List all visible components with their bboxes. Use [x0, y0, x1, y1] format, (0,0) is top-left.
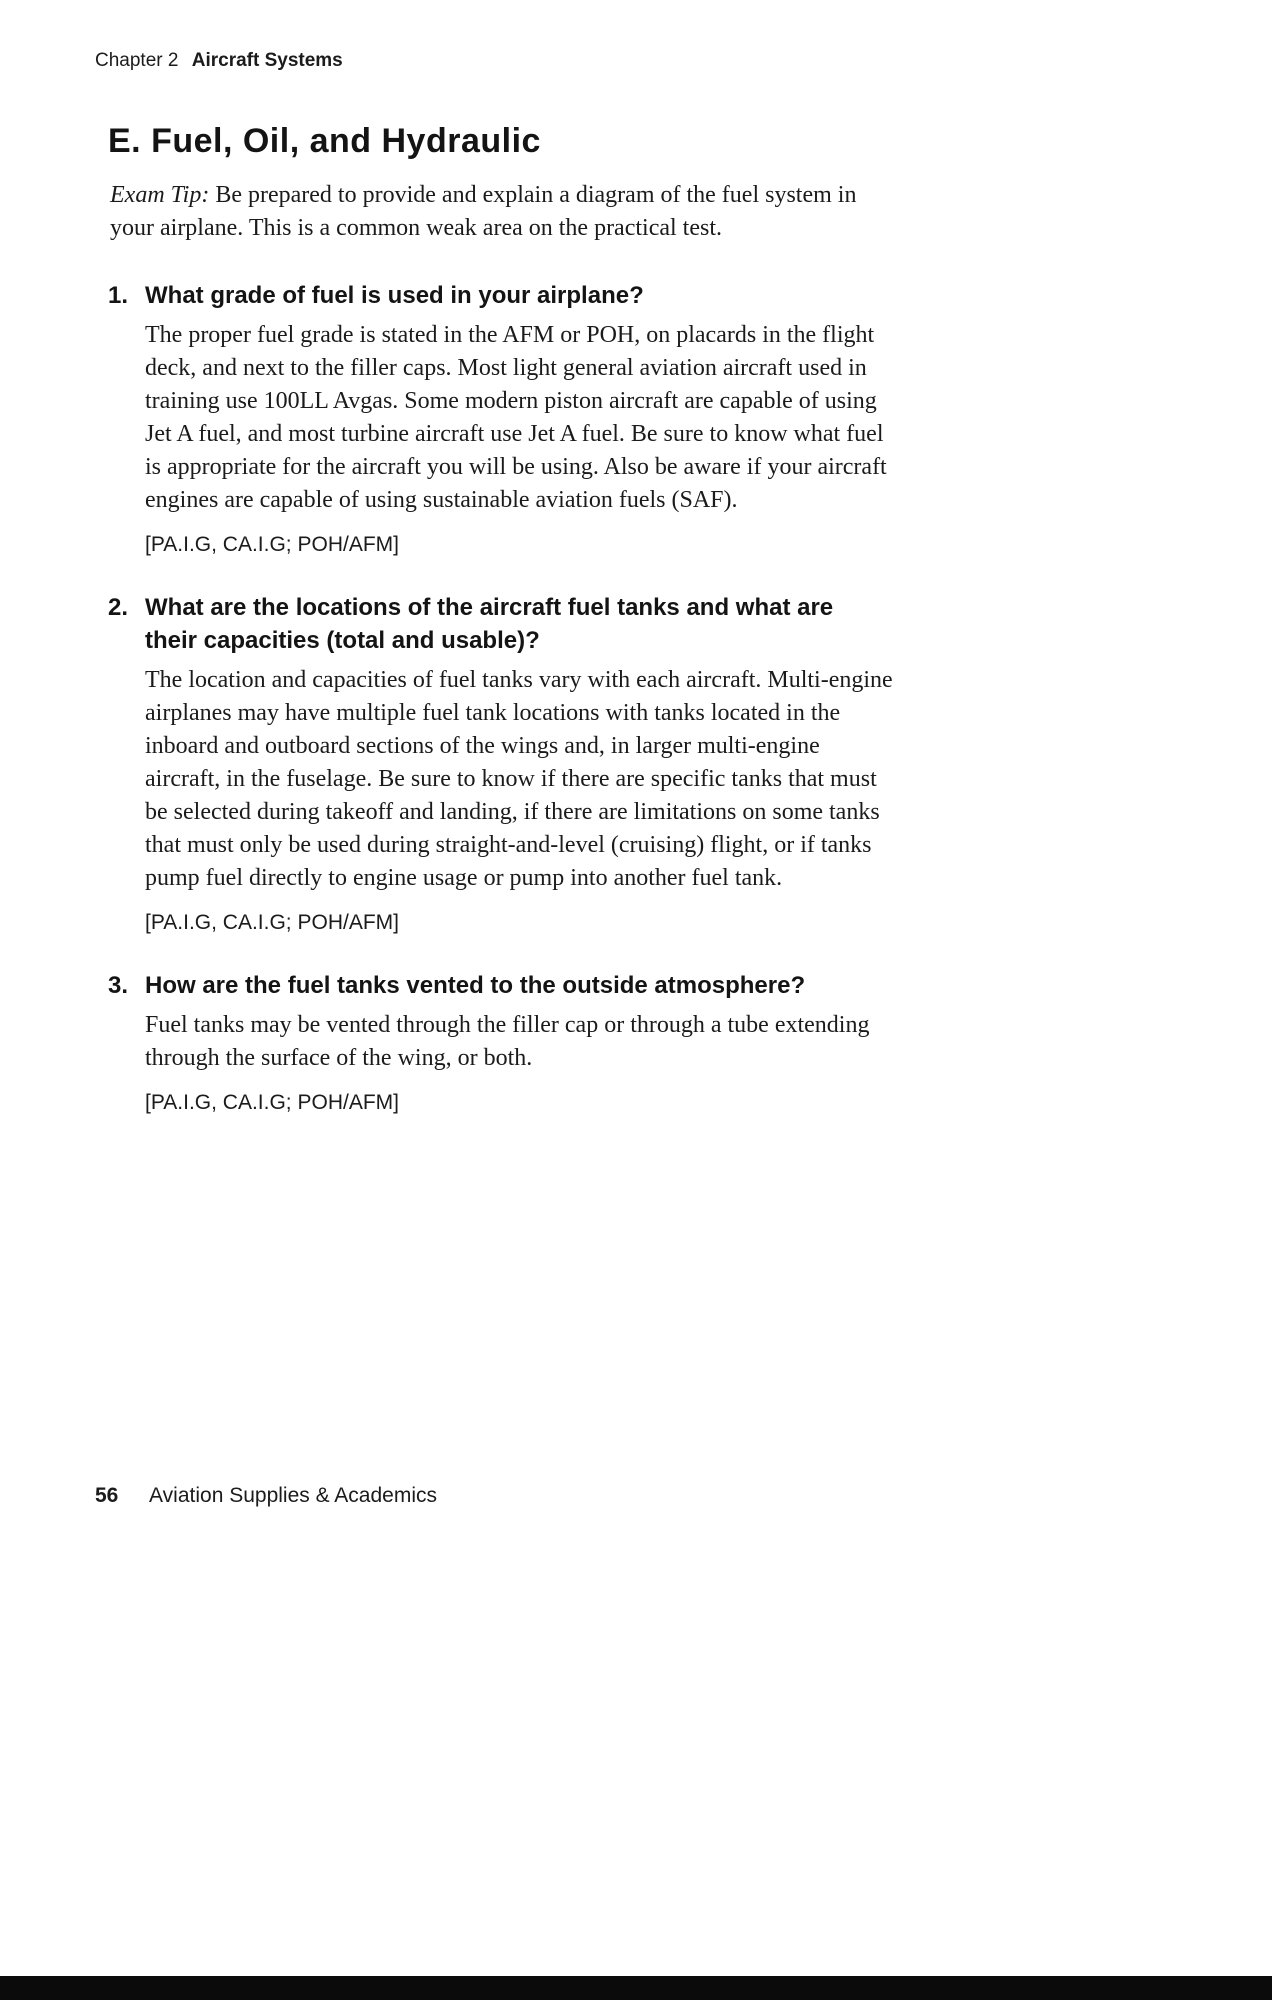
section-title: E. Fuel, Oil, and Hydraulic	[108, 122, 541, 160]
exam-tip-text: Be prepared to provide and explain a diagram of the fuel system in your airplane. This is a common weak area on the practical test.	[110, 182, 857, 241]
question-number: 3.	[108, 972, 129, 999]
running-head	[95, 50, 343, 72]
chapter-number: Chapter 2	[95, 50, 179, 71]
exam-tip-label: Exam Tip:	[110, 182, 210, 208]
question-reference: [PA.I.G, CA.I.G; POH/AFM]	[145, 1091, 399, 1114]
page-content	[108, 122, 908, 1115]
chapter-title: Aircraft Systems	[191, 50, 343, 71]
question-reference: [PA.I.G, CA.I.G; POH/AFM]	[145, 533, 399, 556]
question-answer: The proper fuel grade is stated in the AFM or POH, on placards in the flight deck, and next to the filler caps. Most light general aviation aircraft used in training use 100LL Avgas. Some modern piston aircraft are capable of using Jet A fuel, and most turbine aircraft use Jet A fuel. Be sure to know what fuel is appropriate for the aircraft you will be using. Also be aware if your aircraft engines are capable of using sustainable aviation fuels (SAF).	[145, 322, 887, 513]
page-footer	[95, 1484, 437, 1508]
question-heading	[108, 969, 908, 1002]
question-reference: [PA.I.G, CA.I.G; POH/AFM]	[145, 911, 399, 934]
question-title: How are the fuel tanks vented to the outside atmosphere?	[145, 972, 806, 999]
question-title: What grade of fuel is used in your airplane?	[145, 282, 644, 309]
question-answer: The location and capacities of fuel tanks vary with each aircraft. Multi-engine airplanes may have multiple fuel tank locations with tanks located in the inboard and outboard sections of the wings and, in larger multi-engine aircraft, in the fuselage. Be sure to know if there are specific tanks that must be selected during takeoff and landing, if there are limitations on some tanks that must only be used during straight-and-level (cruising) flight, or if tanks pump fuel directly to engine usage or pump into another fuel tank.	[145, 667, 893, 891]
scan-edge-bar	[0, 1976, 1272, 2000]
question-heading	[108, 279, 908, 312]
question-number: 2.	[108, 594, 129, 621]
question-item	[108, 591, 908, 935]
publisher-name: Aviation Supplies & Academics	[149, 1484, 437, 1507]
page-number: 56	[95, 1484, 119, 1507]
question-item	[108, 969, 908, 1115]
question-item	[108, 279, 908, 557]
exam-tip	[110, 179, 878, 245]
question-number: 1.	[108, 282, 129, 309]
question-title: What are the locations of the aircraft fuel tanks and what are their capacities (total and usable)?	[145, 594, 834, 654]
question-heading	[108, 591, 908, 657]
question-answer: Fuel tanks may be vented through the filler cap or through a tube extending through the surface of the wing, or both.	[145, 1012, 870, 1071]
